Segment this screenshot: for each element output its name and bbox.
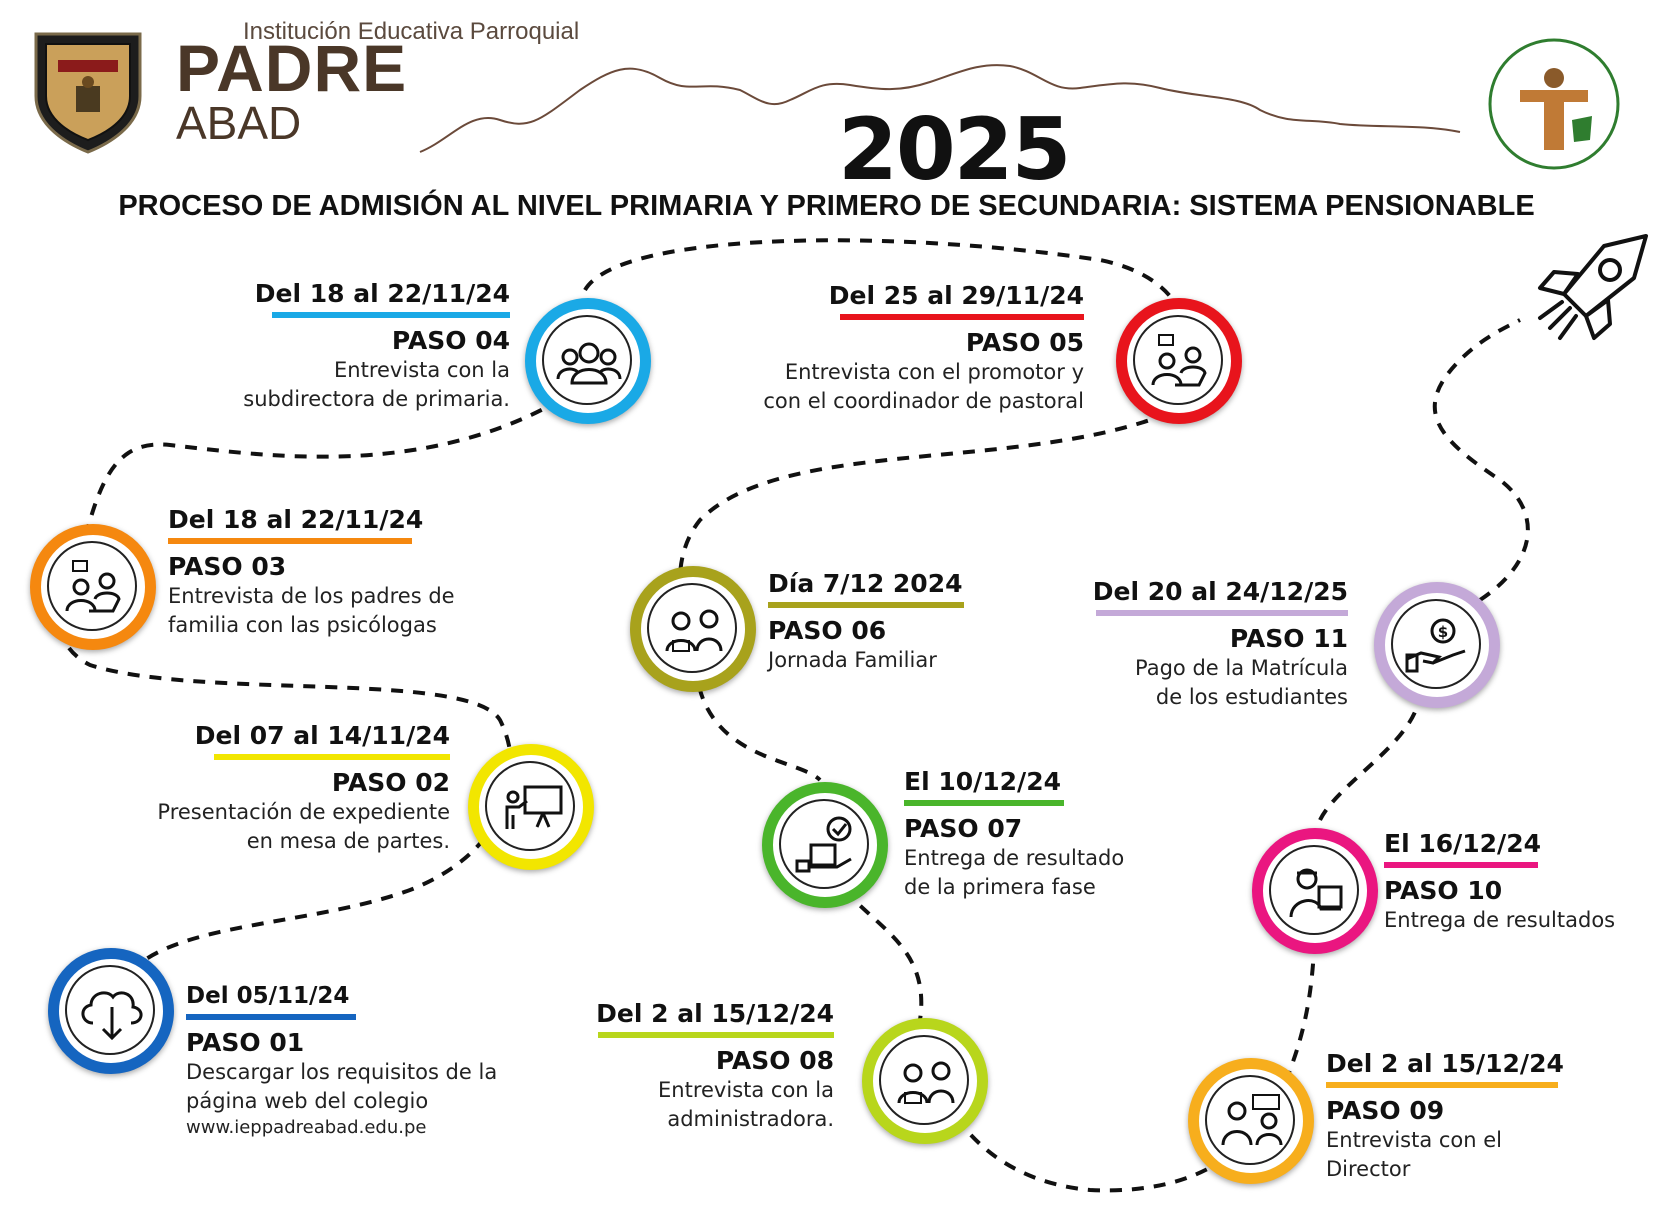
paso11-label: PASO 11	[1229, 624, 1348, 653]
paso05-date: Del 25 al 29/11/24	[828, 281, 1084, 310]
paso03-desc-line2: familia con las psicólogas	[168, 613, 437, 637]
paso11-desc-line2: de los estudiantes	[1155, 685, 1348, 709]
interview-icon	[49, 543, 139, 633]
paso10-label: PASO 10	[1384, 876, 1503, 905]
paso01-url: www.ieppadreabad.edu.pe	[186, 1117, 427, 1138]
presentation-icon	[487, 763, 577, 853]
paso05-desc-line2: con el coordinador de pastoral	[763, 389, 1084, 413]
paso11-bar	[1096, 610, 1348, 616]
paso10-bar	[1384, 862, 1538, 868]
paso08-label: PASO 08	[715, 1046, 834, 1075]
institution-line: Institución Educativa Parroquial	[243, 18, 580, 45]
school-shield-logo	[28, 26, 148, 156]
paso08-date: Del 2 al 15/12/24	[596, 999, 834, 1028]
paso01-block	[186, 980, 497, 1140]
paso01-label: PASO 01	[186, 1028, 305, 1057]
paso02-desc-line2: en mesa de partes.	[246, 829, 450, 853]
paso01-desc-line2: página web del colegio	[186, 1089, 429, 1113]
paso07-date: El 10/12/24	[904, 767, 1061, 796]
paso04-desc-line2: subdirectora de primaria.	[243, 387, 510, 411]
delivery-check-icon	[781, 801, 871, 891]
paso03-desc-line1: Entrevista de los padres de	[168, 584, 455, 608]
school-name-first: PADRE	[176, 31, 408, 105]
paso04-block	[200, 278, 510, 414]
paso07-block	[904, 766, 1124, 902]
courier-icon	[1271, 847, 1361, 937]
paso03-date: Del 18 al 22/11/24	[168, 505, 424, 534]
paso06-circle	[630, 566, 756, 692]
paso05-circle	[1116, 298, 1242, 424]
paso10-date: El 16/12/24	[1384, 829, 1541, 858]
svg-text:$: $	[1437, 623, 1449, 641]
paso01-bar	[186, 1014, 356, 1020]
paso09-label: PASO 09	[1326, 1096, 1445, 1125]
paso05-desc-line1: Entrevista con el promotor y	[784, 360, 1084, 384]
paso01-desc-line1: Descargar los requisitos de la	[186, 1060, 498, 1084]
paso01-date: Del 05/11/24	[186, 983, 350, 1009]
paso07-desc-line2: de la primera fase	[904, 875, 1096, 899]
paso08-desc-line2: administradora.	[667, 1107, 834, 1131]
paso02-block	[138, 720, 450, 856]
paso08-block	[560, 998, 834, 1134]
director-icon	[1207, 1077, 1297, 1167]
paso07-bar	[904, 800, 1064, 806]
cloud-download-icon	[67, 967, 157, 1057]
paso02-label: PASO 02	[331, 768, 450, 797]
paso03-block	[168, 504, 455, 640]
paso09-bar	[1326, 1082, 1558, 1088]
paso02-circle	[468, 744, 594, 870]
paso05-block	[720, 280, 1084, 416]
paso04-label: PASO 04	[391, 326, 510, 355]
paso09-block	[1326, 1048, 1564, 1184]
paso10-desc-line1: Entrega de resultados	[1384, 908, 1616, 932]
paso05-bar	[840, 314, 1084, 320]
paso08-desc-line1: Entrevista con la	[658, 1078, 834, 1102]
paso01-circle	[48, 948, 174, 1074]
paso03-circle	[30, 524, 156, 650]
paso09-date: Del 2 al 15/12/24	[1326, 1049, 1564, 1078]
paso11-desc-line1: Pago de la Matrícula	[1135, 656, 1348, 680]
paso09-desc-line2: Director	[1326, 1157, 1411, 1181]
paso06-desc-line1: Jornada Familiar	[768, 648, 937, 672]
paso09-circle	[1188, 1058, 1314, 1184]
paso06-label: PASO 06	[768, 616, 887, 645]
group-icon	[544, 317, 634, 407]
paso06-block	[768, 568, 964, 675]
payment-icon	[1393, 601, 1483, 691]
rocket-icon	[1520, 228, 1650, 348]
paso06-bar	[768, 602, 964, 608]
paso07-label: PASO 07	[904, 814, 1023, 843]
paso03-label: PASO 03	[168, 552, 287, 581]
paso05-label: PASO 05	[965, 328, 1084, 357]
paso10-block	[1384, 828, 1615, 935]
paso08-bar	[598, 1032, 834, 1038]
paso11-block	[1060, 576, 1348, 712]
meeting-icon	[649, 585, 739, 675]
paso04-circle	[525, 298, 651, 424]
paso02-bar	[214, 754, 450, 760]
meeting-icon	[881, 1037, 971, 1127]
paso09-desc-line1: Entrevista con el	[1326, 1128, 1503, 1152]
paso02-desc-line1: Presentación de expediente	[157, 800, 450, 824]
school-name-second: ABAD	[176, 97, 302, 149]
paso10-circle	[1252, 828, 1378, 954]
paso08-circle	[862, 1018, 988, 1144]
year-title: 2025	[838, 100, 1070, 200]
paso11-circle	[1374, 582, 1500, 708]
paso03-bar	[168, 538, 412, 544]
interview-icon	[1135, 317, 1225, 407]
paso06-date: Día 7/12 2024	[768, 569, 963, 598]
paso04-desc-line1: Entrevista con la	[334, 358, 510, 382]
paso07-circle	[762, 782, 888, 908]
paso02-date: Del 07 al 14/11/24	[194, 721, 450, 750]
paso11-date: Del 20 al 24/12/25	[1092, 577, 1348, 606]
paso07-desc-line1: Entrega de resultado	[904, 846, 1125, 870]
paso04-date: Del 18 al 22/11/24	[254, 279, 510, 308]
franciscan-works-logo	[1480, 30, 1628, 178]
paso04-bar	[272, 312, 510, 318]
page-title: PROCESO DE ADMISIÓN AL NIVEL PRIMARIA Y PRIMERO DE SECUNDARIA: SISTEMA PENSIONABLE	[118, 190, 1535, 222]
